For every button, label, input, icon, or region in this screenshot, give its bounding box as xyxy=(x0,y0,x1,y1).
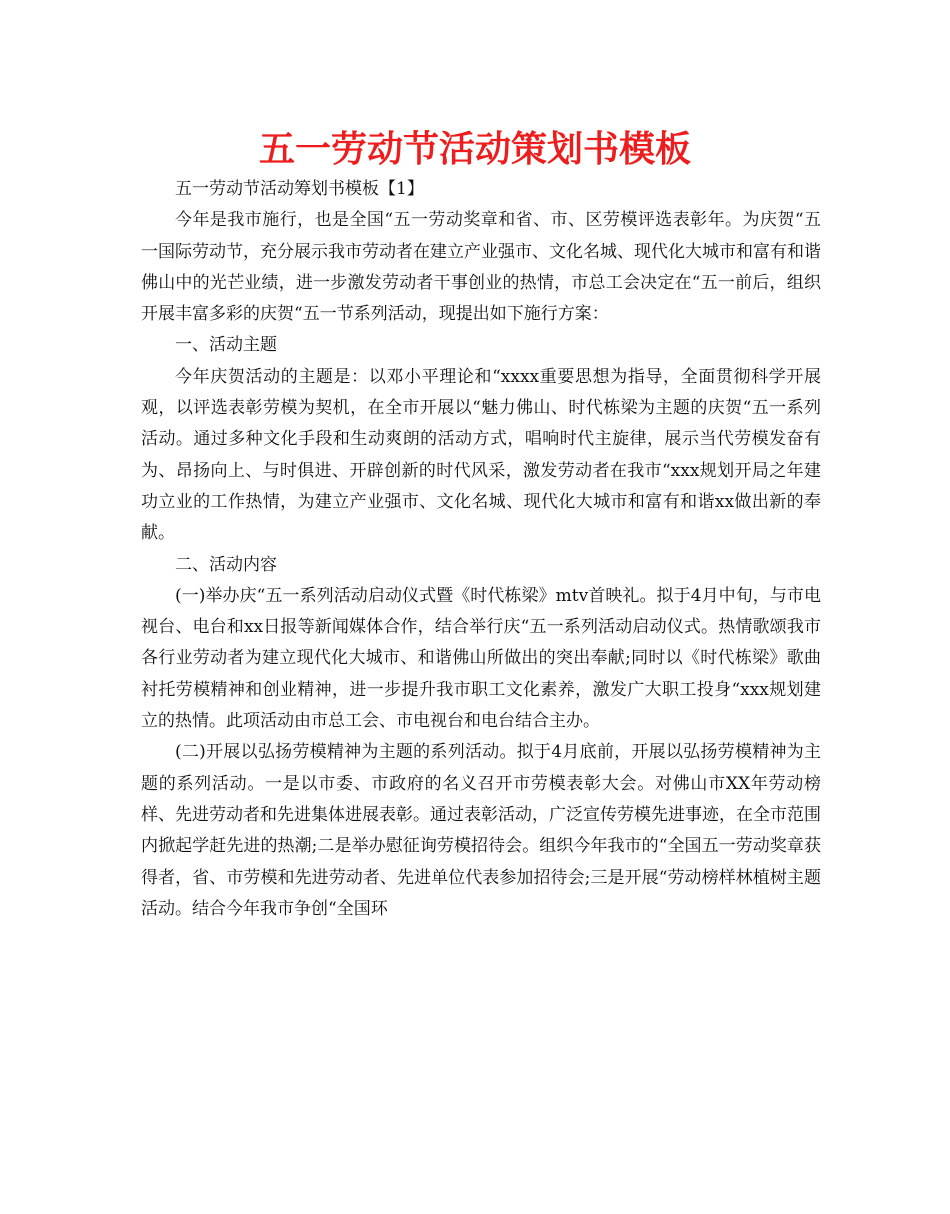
content-paragraph-2: (二)开展以弘扬劳模精神为主题的系列活动。拟于4月底前，开展以弘扬劳模精神为主题的系列活动。一是以市委、市政府的名义召开市劳模表彰大会。对佛山市XX年劳动榜样、先进劳动者和先进集体进展表彰。通过表彰活动，广泛宣传劳模先进事迹，在全市范围内掀起学赶先进的热潮;二是举办慰征询劳模招待会。组织今年我市的“全国五一劳动奖章获得者，省、市劳模和先进劳动者、先进单位代表参加招待会;三是开展“劳动榜样林植树主题活动。结合今年我市争创“全国环 xyxy=(141,742,821,919)
subtitle-paragraph: 五一劳动节活动筹划书模板【1】 xyxy=(175,179,424,199)
document-body xyxy=(141,174,821,925)
content-paragraph-1: (一)举办庆“五一系列活动启动仪式暨《时代栋梁》mtv首映礼。拟于4月中旬，与市电视台、电台和xx日报等新闻媒体合作，结合举行庆“五一系列活动启动仪式。热情歌颂我市各行业劳动者为建立现代化大城市、和谐佛山所做出的突出奉献;同时以《时代栋梁》歌曲衬托劳模精神和创业精神，进一步提升我市职工文化素养，激发广大职工投身“xxx规划建立的热情。此项活动由市总工会、市电视台和电台结合主办。 xyxy=(141,585,821,732)
document-title: 五一劳动节活动策划书模板 xyxy=(258,129,691,170)
section-heading-content: 二、活动内容 xyxy=(175,554,277,575)
theme-paragraph: 今年庆贺活动的主题是：以邓小平理论和“xxxx重要思想为指导，全面贯彻科学开展观，以评选表彰劳模为契机，在全市开展以“魅力佛山、时代栋梁为主题的庆贺“五一系列活动。通过多种文化手段和生动爽朗的活动方式，唱响时代主旋律，展示当代劳模发奋有为、昂扬向上、与时俱进、开辟创新的时代风采，激发劳动者在我市“xxx规划开局之年建功立业的工作热情，为建立产业强市、文化名城、现代化大城市和富有和谐xx做出新的奉献。 xyxy=(141,366,821,544)
intro-paragraph: 今年是我市施行，也是全国“五一劳动奖章和省、市、区劳模评选表彰年。为庆贺“五一国际劳动节，充分展示我市劳动者在建立产业强市、文化名城、现代化大城市和富有和谐佛山中的光芒业绩，进一步激发劳动者干事创业的热情，市总工会决定在“五一前后，组织开展丰富多彩的庆贺“五一节系列活动，现提出如下施行方案： xyxy=(141,210,821,325)
section-heading-theme: 一、活动主题 xyxy=(175,335,277,356)
